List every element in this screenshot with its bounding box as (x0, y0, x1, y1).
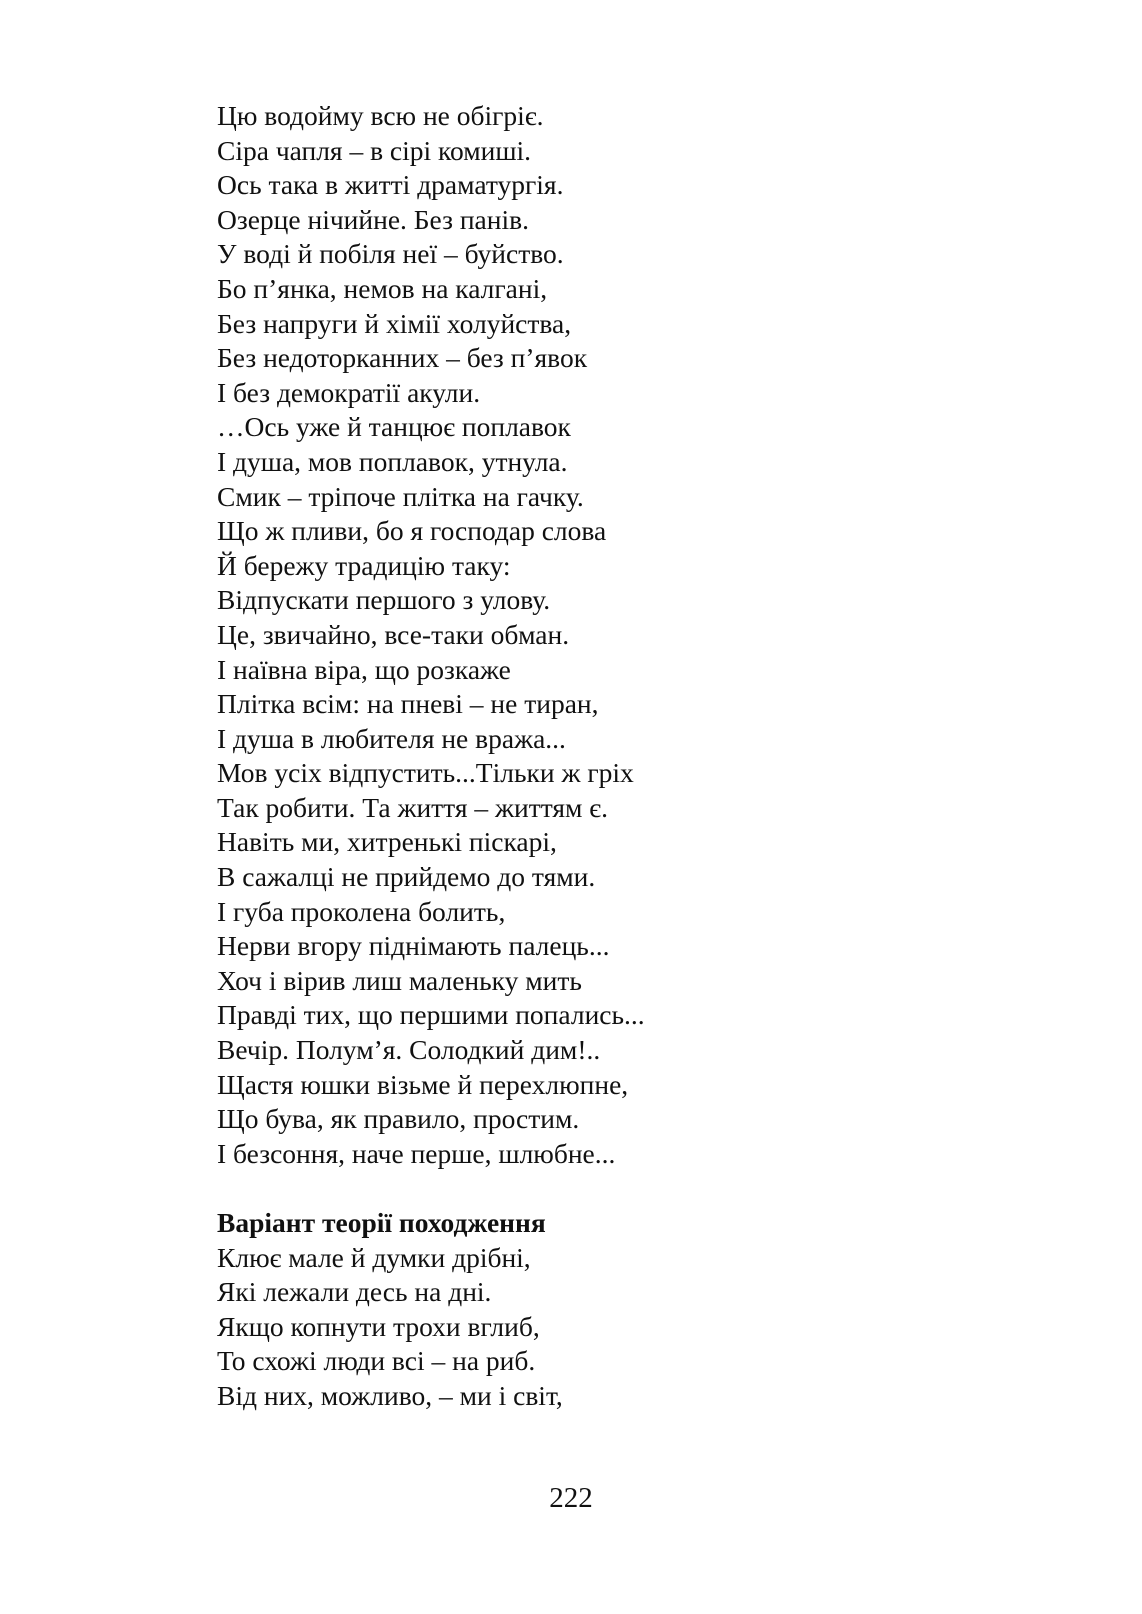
poem-text (217, 99, 977, 1414)
poem-line: Плітка всім: на пневі – не тиран, (217, 688, 599, 720)
poem-line: Й бережу традицію таку: (217, 549, 511, 581)
poem-line: Щастя юшки візьме й перехлюпне, (217, 1068, 629, 1100)
poem-line: І губа проколена болить, (217, 895, 506, 927)
stanza-gap (217, 1171, 977, 1206)
poem-line: Що ж пливи, бо я господар слова (217, 515, 607, 547)
poem-line: Так робити. Та життя – життям є. (217, 791, 608, 823)
poem-line: Мов усіх відпустить...Тільки ж гріх (217, 757, 634, 789)
poem-line: Без напруги й хімії холуйства, (217, 307, 572, 339)
poem-line: Від них, можливо, – ми і світ, (217, 1379, 563, 1411)
poem-line: Озерце нічийне. Без панів. (217, 203, 529, 235)
poem-line: Клює мале й думки дрібні, (217, 1241, 531, 1273)
poem-line: Хоч і вірив лиш маленьку мить (217, 964, 582, 996)
poem-line: Сіра чапля – в сірі комиші. (217, 134, 532, 166)
poem-line: Смик – тріпоче плітка на гачку. (217, 480, 584, 512)
poem-line: Вечір. Полум’я. Солодкий дим!.. (217, 1034, 601, 1066)
poem-line: Цю водойму всю не обігріє. (217, 100, 544, 131)
poem-line: Ось така в житті драматургія. (217, 169, 564, 201)
poem-line: І душа в любителя не вража... (217, 722, 566, 754)
poem-line: У воді й побіля неї – буйство. (217, 238, 564, 270)
poem-line: Правді тих, що першими попались... (217, 999, 645, 1031)
poem-line: Які лежали десь на дні. (217, 1276, 492, 1308)
poem-line: Нерви вгору піднімають палець... (217, 930, 610, 962)
poem-line: Якщо копнути трохи вглиб, (217, 1310, 540, 1342)
section-heading: Варіант теорії походження (217, 1207, 546, 1238)
poem-line: І без демократії акули. (217, 376, 481, 408)
poem-line: І наївна віра, що розкаже (217, 653, 511, 685)
poem-line: Це, звичайно, все-таки обман. (217, 618, 570, 650)
poem-line: Без недоторканних – без п’явок (217, 342, 588, 374)
poem-line: Бо п’янка, немов на калгані, (217, 272, 548, 304)
poem-line: Навіть ми, хитренькі піскарі, (217, 826, 557, 858)
poem-line: То схожі люди всі – на риб. (217, 1345, 536, 1377)
poem-line: І безсоння, наче перше, шлюбне... (217, 1137, 616, 1169)
poem-line: І душа, мов поплавок, утнула. (217, 445, 568, 477)
poem-line: Що бува, як правило, простим. (217, 1103, 580, 1135)
poem-line: …Ось уже й танцює поплавок (217, 411, 571, 443)
poem-line: В сажалці не прийдемо до тями. (217, 861, 596, 893)
poem-line: Відпускати першого з улову. (217, 584, 551, 616)
page-number: 222 (549, 1482, 593, 1514)
